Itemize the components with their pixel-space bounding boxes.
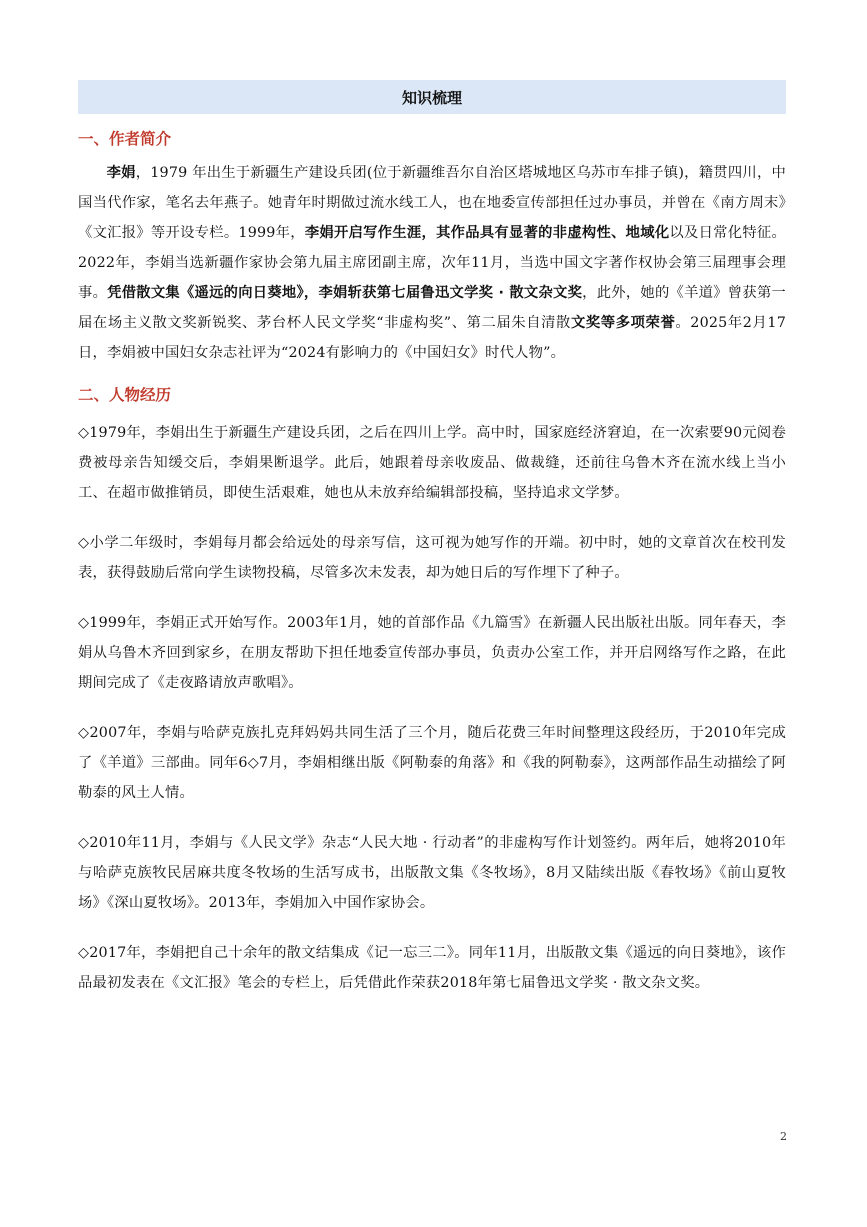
document-page [78,80,786,998]
author-intro-paragraph [78,158,786,368]
section-heading-author: 一、作者简介 [78,130,172,148]
experience-paragraph: ◇2010年11月，李娟与《人民文学》杂志“人民大地 · 行动者”的非虚构写作计划签约。两年后，她将2010年与哈萨克族牧民居麻共度冬牧场的生活写成书，出版散文集《冬牧场》，8月又陆续出版《春牧场》《前山夏牧场》《深山夏牧场》。2013年，李娟加入中国作家协会。 [78,835,786,911]
page-number: 2 [780,1130,787,1143]
intro-bold-run: 凭借散文集《遥远的向日葵地》，李娟斩获第七届鲁迅文学奖 · 散文杂文奖 [107,285,583,301]
intro-bold-run: 李娟 [106,165,136,181]
experience-paragraph: ◇2007年，李娟与哈萨克族扎克拜妈妈共同生活了三个月，随后花费三年时间整理这段经历，于2010年完成了《羊道》三部曲。同年6◇7月，李娟相继出版《阿勒泰的角落》和《我的阿勒泰》，这两部作品生动描绘了阿勒泰的风土人情。 [78,725,786,801]
experience-paragraph: ◇小学二年级时，李娟每月都会给远处的母亲写信，这可视为她写作的开端。初中时，她的文章首次在校刊发表，获得鼓励后常向学生读物投稿，尽管多次未发表，却为她日后的写作埋下了种子。 [78,535,786,581]
section-heading-experience: 二、人物经历 [78,386,172,404]
intro-text-run: ，此外，她的《羊道》曾获第一届在场主义散文奖新锐奖、茅台杯人民文学奖“非虚构奖”、第二届朱自清散 [78,285,787,331]
intro-bold-run: 李娟开启写作生涯，其作品具有显著的非虚构性、地域化 [304,225,670,241]
intro-text-run: 。2025年2月17日，李娟被中国妇女杂志社评为“2024有影响力的《中国妇女》时代人物”。 [78,315,786,361]
page-title: 知识梳理 [78,80,786,114]
intro-text-run: ，1979 年出生于新疆生产建设兵团(位于新疆维吾尔自治区塔城地区乌苏市车排子镇)，籍贯四川，中国当代作家，笔名去年燕子。她青年时期做过流水线工人，也在地委宣传部担任过办事员，并曾在《南方周末》《文汇报》等开设专栏。1999年， [78,165,786,241]
intro-bold-run: 文奖等多项荣誉 [570,315,676,331]
experience-list [78,418,786,998]
intro-text-run: 以及日常化特征。2022年，李娟当选新疆作家协会第九届主席团副主席，次年11月，当选中国文字著作权协会第三届理事会理事。 [78,225,786,301]
experience-paragraph: ◇1999年，李娟正式开始写作。2003年1月，她的首部作品《九篇雪》在新疆人民出版社出版。同年春天，李娟从乌鲁木齐回到家乡，在朋友帮助下担任地委宣传部办事员，负责办公室工作，并开启网络写作之路，在此期间完成了《走夜路请放声歌唱》。 [78,615,786,691]
experience-paragraph: ◇2017年，李娟把自己十余年的散文结集成《记一忘三二》。同年11月，出版散文集《遥远的向日葵地》，该作品最初发表在《文汇报》笔会的专栏上，后凭借此作荣获2018年第七届鲁迅文学奖 · 散文杂文奖。 [78,945,786,991]
experience-paragraph: ◇1979年，李娟出生于新疆生产建设兵团，之后在四川上学。高中时，国家庭经济窘迫，在一次索要90元阅卷费被母亲告知缓交后，李娟果断退学。此后，她跟着母亲收废品、做裁缝，还前往乌鲁木齐在流水线上当小工、在超市做推销员，即使生活艰难，她也从未放弃给编辑部投稿，坚持追求文学梦。 [78,425,786,501]
